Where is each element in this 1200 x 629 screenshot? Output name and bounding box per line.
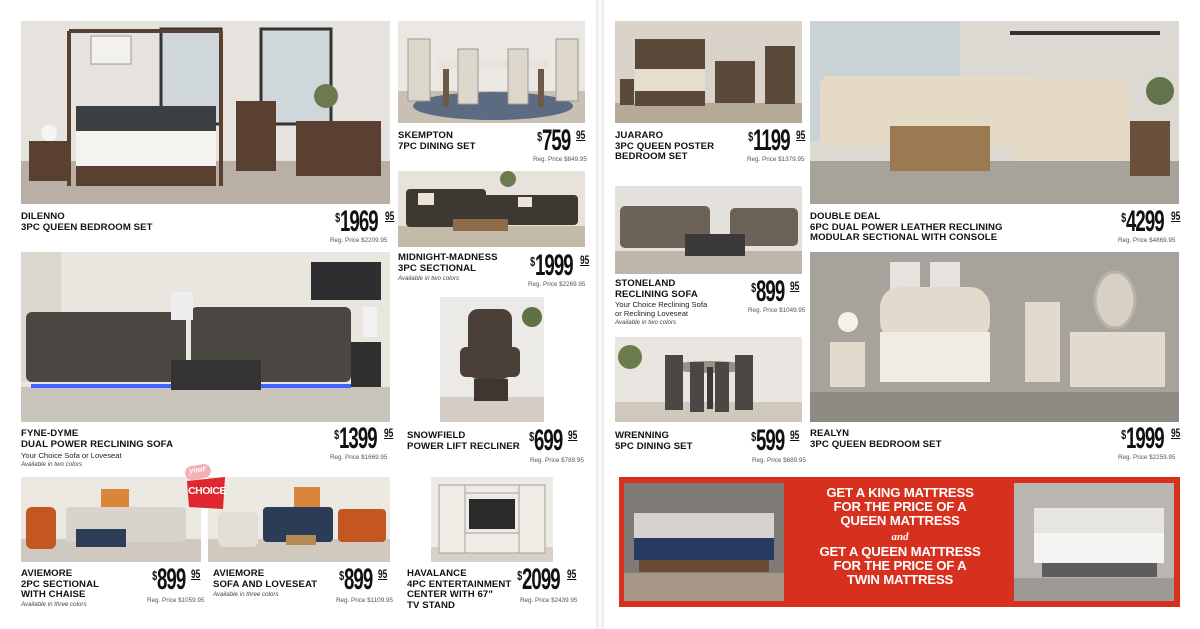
promo-line4: GET A QUEEN MATTRESS [819,543,981,559]
currency-symbol: $ [517,568,523,583]
currency-symbol: $ [335,210,341,225]
stoneland-availability: Available in two colors [615,319,677,326]
juararo-reg-price: Reg. Price $1379.95 [747,156,805,163]
juararo-line3: BEDROOM SET [615,151,688,162]
aviemore-sofa-price [337,563,391,596]
double-deal-reg-price: Reg. Price $4869.95 [1118,237,1176,244]
currency-symbol: $ [334,427,340,442]
juararo-name [615,131,714,163]
fyne-availability: Available in two colors [21,461,83,468]
mattress-promo-banner[interactable] [619,477,1180,607]
wrenning-reg-price: Reg. Price $689.95 [752,457,806,464]
dilenno-price-dollars: 1969 [340,205,378,238]
havalance-line3: CENTER WITH 67" [407,589,494,600]
stoneland-price-dollars: 899 [756,275,785,308]
dilenno-name-line2: 3PC QUEEN BEDROOM SET [21,221,153,233]
currency-symbol: $ [530,254,536,269]
currency-symbol: $ [339,568,345,583]
aviemore-chaise-price-dollars: 899 [157,563,186,596]
havalance-name [407,569,511,611]
stoneland-price-cents: 95 [789,279,800,293]
realyn-price-dollars: 1999 [1126,422,1164,455]
wrenning-price [749,424,803,457]
double-deal-line1: DOUBLE DEAL [810,211,881,222]
wrenning-price-cents: 95 [789,428,800,442]
badge-line1: your [188,462,207,476]
promo-line3: QUEEN MATTRESS [840,513,960,529]
aviemore-sofa-line2: SOFA AND LOVESEAT [213,578,318,590]
realyn-bedroom-photo[interactable] [810,252,1179,422]
dilenno-price [333,205,398,238]
currency-symbol: $ [529,429,535,444]
promo-and: and [891,530,909,543]
realyn-line1: REALYN [810,428,850,439]
your-choice-badge [183,463,229,511]
aviemore-chaise-line1: AVIEMORE [21,568,73,579]
juararo-price [746,124,810,157]
promo-text [795,486,1005,587]
currency-symbol: $ [1121,210,1127,225]
midnight-availability: Available in two colors [398,275,460,282]
double-deal-price [1119,205,1184,238]
aviemore-sofa-reg-price: Reg. Price $1109.95 [336,597,393,604]
stoneland-line2: RECLINING SOFA [615,288,698,300]
aviemore-chaise-photo[interactable] [21,477,201,562]
skempton-name-line2: 7PC DINING SET [398,140,476,152]
aviemore-chaise-availability: Available in three colors [21,601,87,608]
snowfield-name [407,431,520,452]
aviemore-sofa-photo[interactable] [208,477,390,562]
currency-symbol: $ [751,280,757,295]
dilenno-name [21,212,153,233]
skempton-name [398,131,476,152]
wrenning-name [615,431,693,452]
aviemore-sofa-price-cents: 95 [377,567,388,581]
double-deal-line3: MODULAR SECTIONAL WITH CONSOLE [810,232,998,243]
juararo-bedroom-photo[interactable] [615,21,802,123]
snowfield-name-line1: SNOWFIELD [407,430,466,441]
havalance-price [515,563,580,596]
havalance-entertainment-photo[interactable] [431,477,553,562]
skempton-dining-photo[interactable] [398,21,585,123]
stoneland-sofa-photo[interactable] [615,186,802,274]
havalance-price-dollars: 2099 [522,563,560,596]
fyne-name-line1: FYNE-DYME [21,428,79,439]
aviemore-sofa-price-dollars: 899 [344,563,373,596]
skempton-reg-price: Reg. Price $849.95 [533,156,587,163]
skempton-name-line1: SKEMPTON [398,130,453,141]
stoneland-subtext-1: Your Choice Reclining Sofa [615,300,708,309]
wrenning-line1: WRENNING [615,430,670,441]
midnight-price-cents: 95 [579,253,590,267]
fyne-price-cents: 95 [383,426,394,440]
aviemore-chaise-name [21,569,99,601]
double-deal-line2: 6PC DUAL POWER LEATHER RECLINING [810,221,1003,233]
fyne-dyme-sofa-photo[interactable] [21,252,390,422]
midnight-name [398,253,498,274]
dilenno-bedroom-photo[interactable] [21,21,390,204]
fyne-price-dollars: 1399 [339,422,377,455]
midnight-name-line2: 3PC SECTIONAL [398,262,477,274]
juararo-price-dollars: 1199 [753,124,790,157]
aviemore-sofa-availability: Available in three colors [213,591,279,598]
realyn-reg-price: Reg. Price $2259.95 [1118,454,1176,461]
currency-symbol: $ [1121,427,1127,442]
snowfield-price-dollars: 699 [534,424,563,457]
midnight-sectional-photo[interactable] [398,171,585,247]
promo-line5: FOR THE PRICE OF A [833,557,967,573]
aviemore-chaise-line2: 2PC SECTIONAL [21,578,100,590]
juararo-line2: 3PC QUEEN POSTER [615,140,715,152]
juararo-price-cents: 95 [796,128,806,142]
currency-symbol: $ [537,129,543,144]
king-mattress-photo [624,483,784,601]
dilenno-price-cents: 95 [384,209,395,223]
currency-symbol: $ [751,429,757,444]
havalance-price-cents: 95 [566,567,577,581]
havalance-reg-price: Reg. Price $2439.95 [520,597,578,604]
havalance-line2: 4PC ENTERTAINMENT [407,578,512,590]
midnight-price [528,249,593,282]
skempton-price-cents: 95 [575,128,586,142]
double-deal-name [810,212,1003,244]
havalance-line4: TV STAND [407,599,456,611]
wrenning-line2: 5PC DINING SET [615,440,693,452]
dilenno-name-line1: DILENNO [21,211,65,222]
snowfield-price [527,424,581,457]
stoneland-reg-price: Reg. Price $1049.95 [748,307,806,314]
realyn-name [810,429,942,450]
fyne-name-line2: DUAL POWER RECLINING SOFA [21,438,174,450]
aviemore-chaise-price [150,563,204,596]
double-deal-sectional-photo[interactable] [810,21,1179,204]
badge-line2: CHOICE [188,485,226,497]
currency-symbol: $ [152,568,158,583]
promo-line2: FOR THE PRICE OF A [833,499,967,515]
midnight-reg-price: Reg. Price $2269.95 [528,281,586,288]
double-deal-price-cents: 95 [1170,209,1181,223]
double-deal-price-dollars: 4299 [1126,205,1164,238]
promo-line1: GET A KING MATTRESS [826,485,974,500]
fyne-reg-price: Reg. Price $1669.95 [330,454,388,461]
dilenno-reg-price: Reg. Price $2209.95 [330,237,388,244]
realyn-price-cents: 95 [1170,426,1181,440]
aviemore-sofa-line1: AVIEMORE [213,568,265,579]
wrenning-price-dollars: 599 [756,424,785,457]
realyn-price [1119,422,1184,455]
stoneland-line1: STONELAND [615,278,676,289]
juararo-line1: JUARARO [615,130,664,141]
aviemore-chaise-line3: WITH CHAISE [21,589,86,600]
wrenning-dining-photo[interactable] [615,337,802,422]
havalance-line1: HAVALANCE [407,568,467,579]
midnight-name-line1: MIDNIGHT-MADNESS [398,252,498,263]
stoneland-subtext-2: or Reclining Loveseat [615,309,689,318]
midnight-price-dollars: 1999 [535,249,573,282]
page-gutter [596,0,604,629]
fyne-price [332,422,397,455]
stoneland-name [615,279,698,300]
snowfield-name-line2: POWER LIFT RECLINER [407,440,520,452]
queen-mattress-photo [1014,483,1174,601]
skempton-price-dollars: 759 [542,124,571,157]
currency-symbol: $ [748,129,754,144]
realyn-line2: 3PC QUEEN BEDROOM SET [810,438,942,450]
aviemore-sofa-name [213,569,317,590]
skempton-price [535,124,589,157]
snowfield-recliner-photo[interactable] [440,297,544,422]
snowfield-price-cents: 95 [567,428,578,442]
aviemore-chaise-reg-price: Reg. Price $1059.95 [147,597,205,604]
promo-line6: TWIN MATTRESS [846,572,954,588]
fyne-subtext: Your Choice Sofa or Loveseat [21,451,122,460]
stoneland-price [749,275,803,308]
fyne-name [21,429,173,450]
aviemore-chaise-price-cents: 95 [190,567,201,581]
snowfield-reg-price: Reg. Price $789.95 [530,457,584,464]
